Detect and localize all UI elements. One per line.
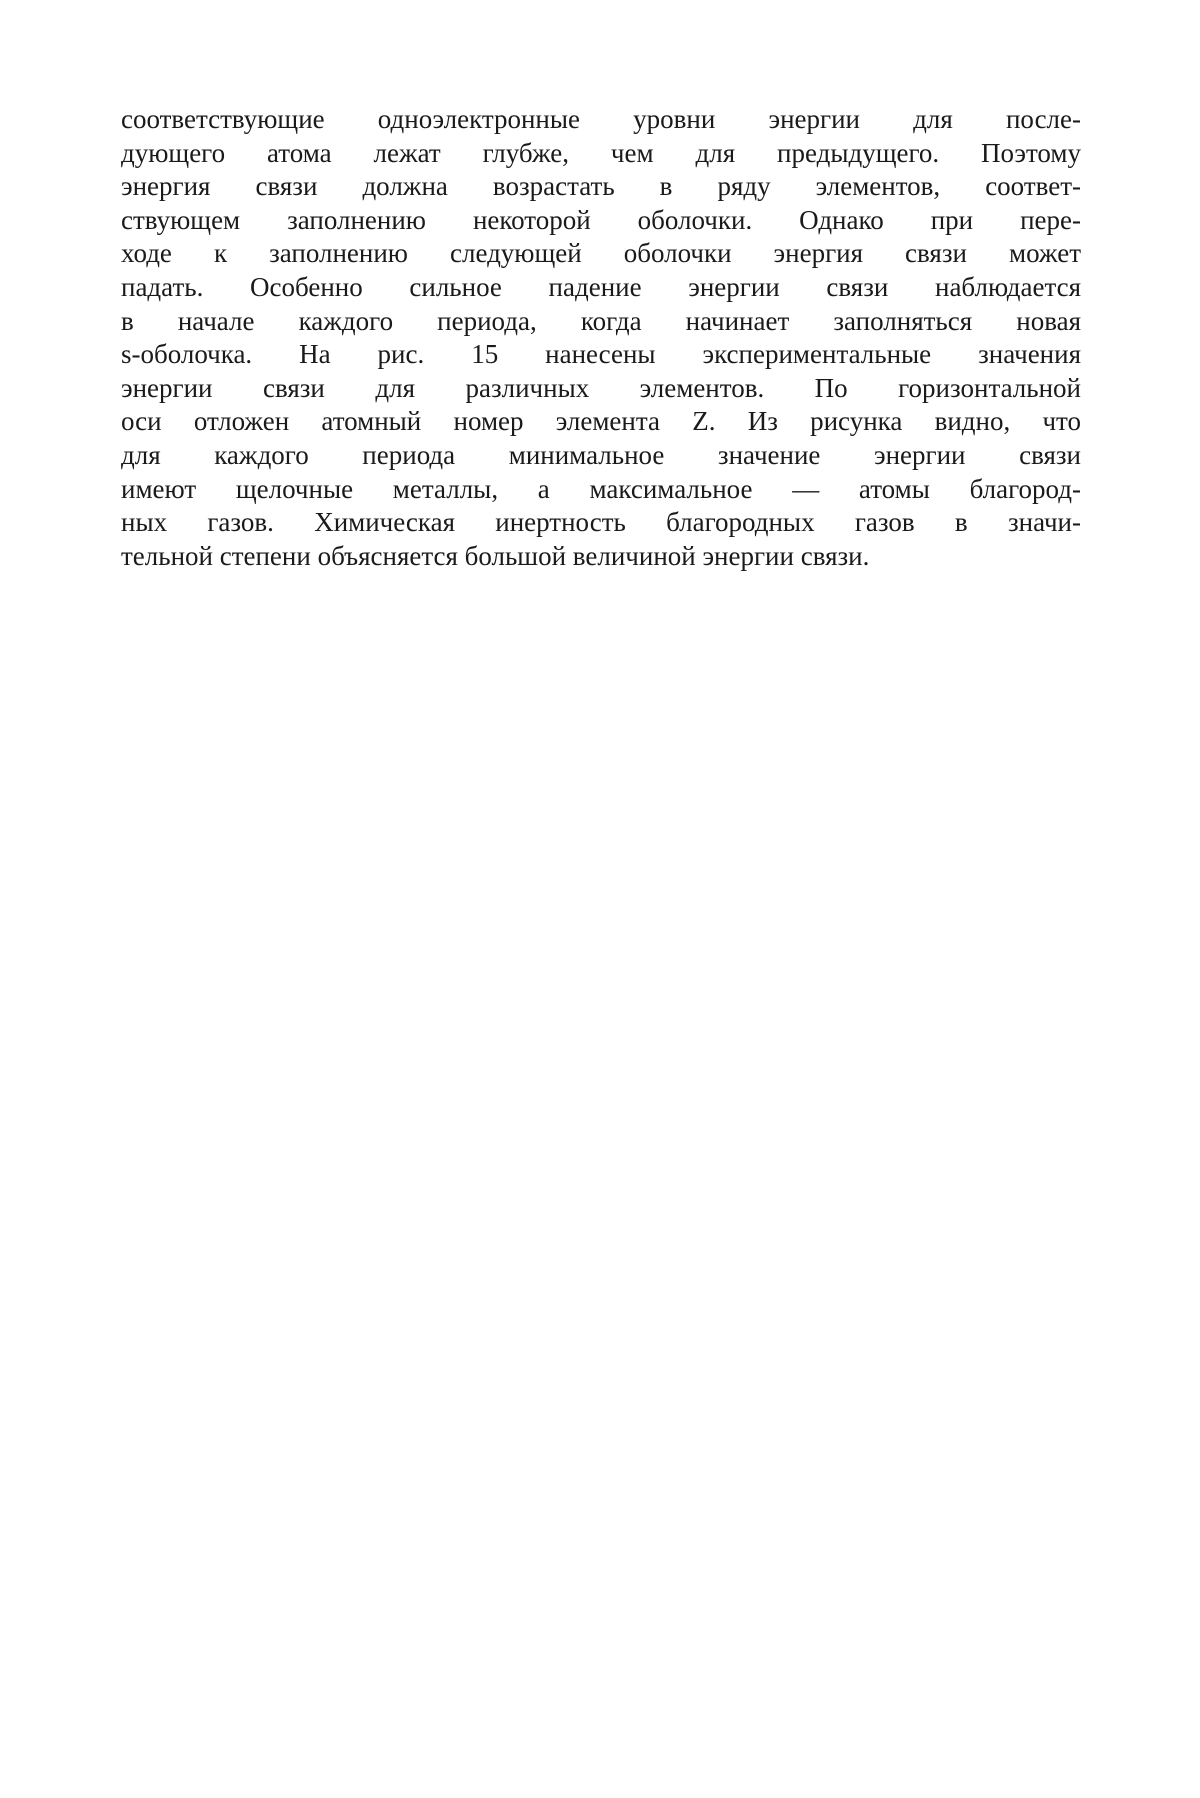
text-line: энергия связи должна возрастать в ряду элементов, соответ- bbox=[121, 171, 1081, 202]
text-line: ных газов. Химическая инертность благородных газов в значи- bbox=[121, 507, 1081, 538]
text-line: соответствующие одноэлектронные уровни энергии для после- bbox=[121, 104, 1081, 134]
text-line: ствующем заполнению некоторой оболочки. Однако при пере- bbox=[121, 204, 1081, 235]
text-line: ходе к заполнению следующей оболочки энергия связи может bbox=[121, 238, 1081, 269]
text-line: для каждого периода минимальное значение энергии связи bbox=[121, 439, 1081, 470]
text-line: падать. Особенно сильное падение энергии связи наблюдается bbox=[121, 271, 1081, 302]
text-line: имеют щелочные металлы, а максимальное — атомы благород- bbox=[121, 473, 1081, 504]
body-paragraph bbox=[121, 103, 1081, 573]
text-line: тельной степени объясняется большой величиной энергии связи. bbox=[121, 540, 870, 571]
text-line: энергии связи для различных элементов. По горизонтальной bbox=[121, 372, 1081, 403]
text-line: в начале каждого периода, когда начинает заполняться новая bbox=[121, 305, 1081, 336]
text-line: оси отложен атомный номер элемента Z. Из рисунка видно, что bbox=[121, 406, 1081, 437]
text-line: дующего атома лежат глубже, чем для предыдущего. Поэтому bbox=[121, 137, 1081, 168]
text-line: s-оболочка. На рис. 15 нанесены экспериментальные значения bbox=[121, 339, 1081, 370]
